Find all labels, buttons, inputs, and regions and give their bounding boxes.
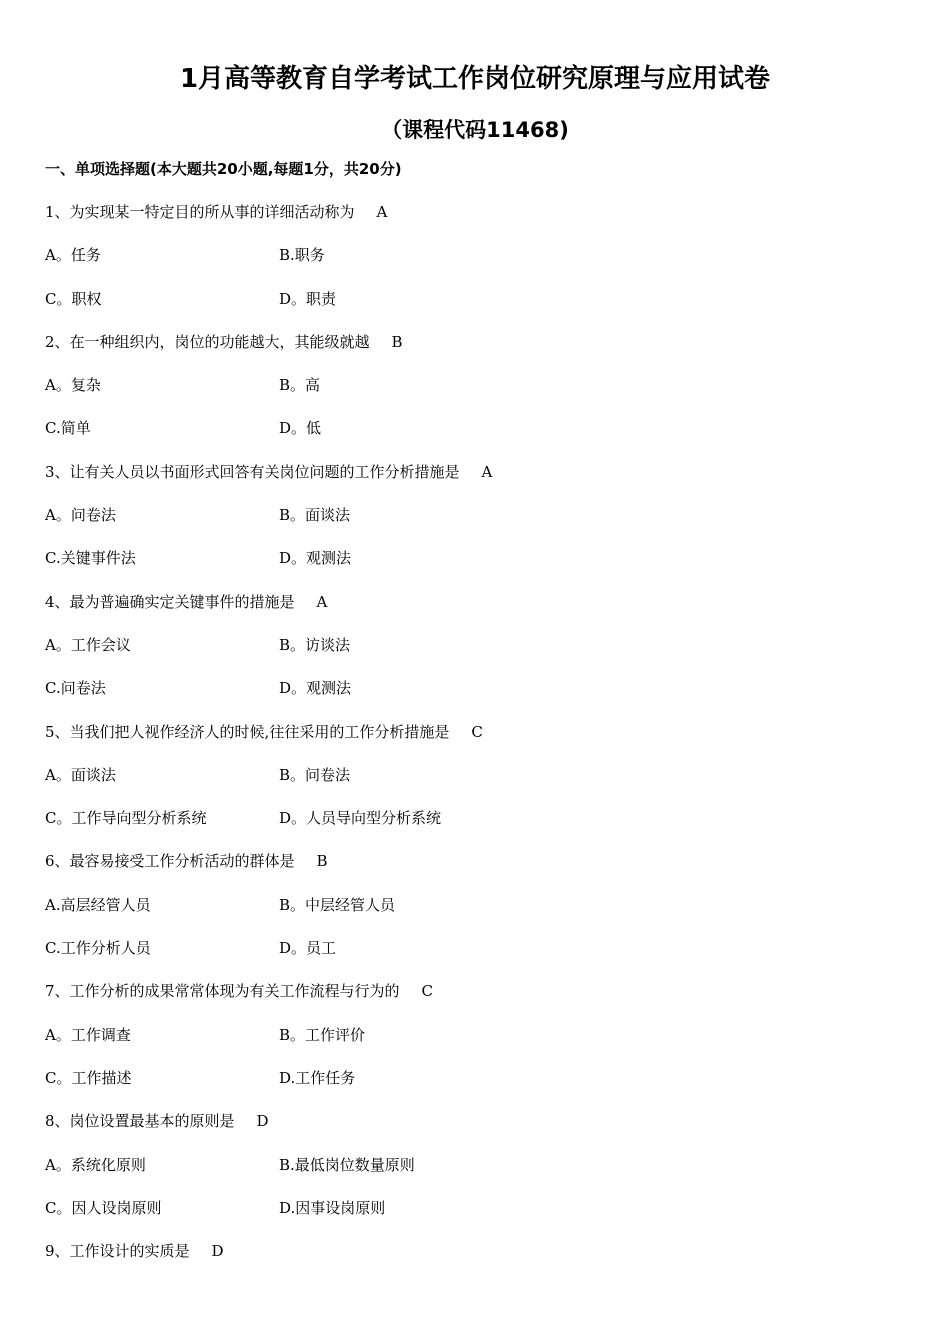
question-text: 1、为实现某一特定目的所从事的详细活动称为: [45, 203, 355, 221]
option-row: [45, 374, 905, 417]
answer-key: A: [376, 203, 388, 221]
option-d: D。观测法: [279, 549, 352, 568]
option-a: A。问卷法: [45, 506, 116, 525]
option-d: D。低: [279, 419, 322, 438]
option-c: C。工作导向型分析系统: [45, 809, 207, 828]
option-a: A。工作调查: [45, 1025, 131, 1044]
option-b: B。高: [279, 376, 321, 395]
answer-key: C: [421, 982, 434, 1001]
option-row: [45, 547, 905, 590]
answer-key: A: [481, 462, 493, 481]
question-stem: [45, 1110, 905, 1153]
option-c: C.工作分析人员: [45, 939, 151, 958]
option-d: D。员工: [279, 939, 337, 958]
question-stem: [45, 461, 905, 504]
option-a: A。工作会议: [45, 635, 131, 654]
option-c: C.问卷法: [45, 679, 106, 698]
question-stem: [45, 1240, 905, 1283]
question-text: 6、最容易接受工作分析活动的群体是: [45, 852, 295, 871]
option-d: D.工作任务: [279, 1068, 356, 1087]
question-text: 4、最为普遍确实定关键事件的措施是: [45, 592, 295, 611]
option-d: D.因事设岗原则: [279, 1198, 386, 1217]
option-row: [45, 244, 905, 287]
option-c: C。职权: [45, 289, 102, 308]
option-b: B。访谈法: [279, 635, 351, 654]
option-a: A。复杂: [45, 376, 101, 395]
option-row: [45, 894, 905, 937]
answer-key: D: [211, 1242, 224, 1261]
option-c: C。因人设岗原则: [45, 1198, 162, 1217]
answer-key: D: [256, 1112, 269, 1131]
question-text: 2、在一种组织内，岗位的功能越大，其能级就越: [45, 332, 370, 351]
option-a: A。系统化原则: [45, 1155, 146, 1174]
option-c: C.简单: [45, 419, 91, 438]
question-stem: [45, 980, 905, 1023]
option-c: C。工作描述: [45, 1068, 132, 1087]
option-row: [45, 1024, 905, 1067]
option-row: [45, 764, 905, 807]
option-row: [45, 677, 905, 720]
option-row: [45, 1154, 905, 1197]
question-stem: [45, 201, 905, 244]
option-b: B。中层经管人员: [279, 895, 396, 914]
question-text: 5、当我们把人视作经济人的时候,往往采用的工作分析措施是: [45, 722, 450, 741]
option-b: B.职务: [279, 246, 325, 265]
option-b: B。面谈法: [279, 506, 351, 525]
option-d: D。职责: [279, 289, 337, 308]
option-b: B.最低岗位数量原则: [279, 1155, 415, 1174]
question-stem: [45, 591, 905, 634]
question-stem: [45, 850, 905, 893]
question-text: 7、工作分析的成果常常体现为有关工作流程与行为的: [45, 982, 400, 1001]
question-list: [45, 201, 905, 1283]
question-stem: [45, 331, 905, 374]
option-row: [45, 1197, 905, 1240]
option-a: A。任务: [45, 246, 101, 265]
option-b: B。问卷法: [279, 765, 351, 784]
option-d: D。观测法: [279, 679, 352, 698]
answer-key: C: [471, 722, 483, 741]
question-text: 9、工作设计的实质是: [45, 1242, 190, 1261]
option-row: [45, 288, 905, 331]
option-row: [45, 634, 905, 677]
course-code-subtitle: （课程代码11468): [381, 118, 569, 142]
question-stem: [45, 721, 905, 764]
option-a: A。面谈法: [45, 765, 116, 784]
option-c: C.关键事件法: [45, 549, 136, 568]
option-b: B。工作评价: [279, 1025, 366, 1044]
question-text: 8、岗位设置最基本的原则是: [45, 1112, 235, 1131]
option-a: A.高层经管人员: [45, 895, 151, 914]
option-row: [45, 937, 905, 980]
option-row: [45, 417, 905, 460]
page-title: 1月高等教育自学考试工作岗位研究原理与应用试卷: [179, 64, 771, 94]
answer-key: A: [316, 592, 328, 611]
option-row: [45, 1067, 905, 1110]
option-row: [45, 807, 905, 850]
option-d: D。人员导向型分析系统: [279, 809, 442, 828]
answer-key: B: [391, 332, 403, 351]
question-text: 3、让有关人员以书面形式回答有关岗位问题的工作分析措施是: [45, 462, 460, 481]
section-heading: 一、单项选择题(本大题共20小题,每题1分，共20分): [45, 160, 402, 178]
answer-key: B: [316, 852, 328, 871]
option-row: [45, 504, 905, 547]
